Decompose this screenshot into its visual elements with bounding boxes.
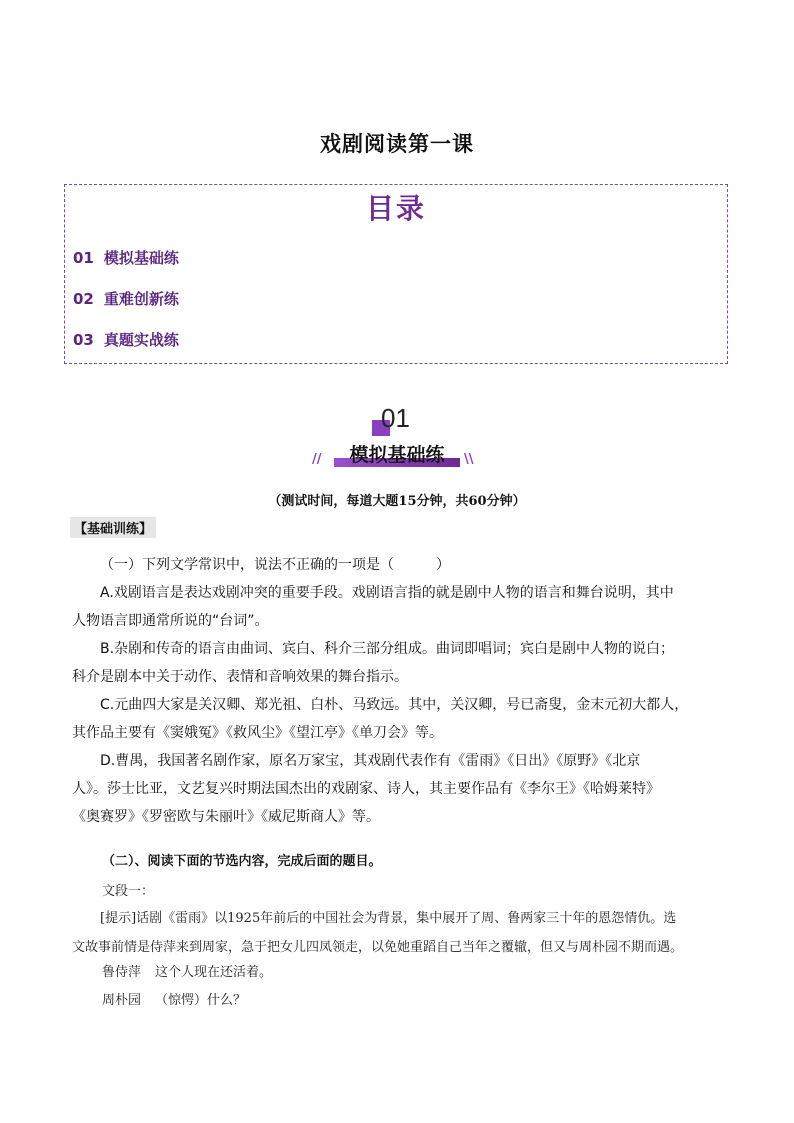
toc-item-3[interactable] xyxy=(73,329,179,350)
table-of-contents xyxy=(64,184,728,364)
slash-decoration-right: \\ xyxy=(464,452,474,467)
section-number-badge xyxy=(372,405,432,437)
dialog-line xyxy=(102,986,758,1015)
passage-hint xyxy=(72,904,728,962)
section-title: 模拟基础练 xyxy=(349,444,445,466)
toc-item-label: 重难创新练 xyxy=(103,290,179,308)
test-time-note: （测试时间，每道大题15分钟，共60分钟） xyxy=(268,494,526,509)
question-2-heading: （二）、阅读下面的节选内容，完成后面的题目。 xyxy=(102,854,382,869)
dialog-line xyxy=(102,958,758,987)
option-c-line-2: 其作品主要有《窦娥冤》《救风尘》《望江亭》《单刀会》等。 xyxy=(72,725,443,741)
dialog-text: 这个人现在还活着。 xyxy=(155,965,273,980)
section-number: 01 xyxy=(381,403,410,433)
toc-item-2[interactable] xyxy=(73,288,179,309)
dialog-speaker: 鲁侍萍 xyxy=(102,965,142,980)
option-a-line-2: 人物语言即通常所说的“台词”。 xyxy=(72,613,269,629)
option-c-line-1: C.元曲四大家是关汉卿、郑光祖、白朴、马致远。其中，关汉卿，号已斋叟，金末元初大都人， xyxy=(100,697,689,713)
toc-item-number: 03 xyxy=(73,331,94,349)
toc-heading: 目录 xyxy=(365,192,426,225)
hint-line-2: 文故事前情是侍萍来到周家，急于把女儿四凤领走，以免她重蹈自己当年之覆辙，但又与周朴园不期而遇。 xyxy=(72,940,684,955)
toc-item-number: 01 xyxy=(73,249,94,267)
option-d-line-1: D.曹禺，我国著名剧作家，原名万家宝，其戏剧代表作有《雷雨》《日出》《原野》《北京 xyxy=(100,753,641,769)
passage-label: 文段一： xyxy=(102,884,155,899)
toc-item-1[interactable] xyxy=(73,247,179,268)
toc-item-number: 02 xyxy=(73,290,94,308)
question-1 xyxy=(72,551,728,831)
dialog-speaker: 周朴园 xyxy=(102,993,142,1008)
dialog-text: （惊愕）什么？ xyxy=(155,993,247,1008)
section-banner xyxy=(312,440,482,470)
toc-item-label: 真题实战练 xyxy=(103,331,179,349)
question-stem: （一）下列文学常识中，说法不正确的一项是（ ） xyxy=(100,557,450,573)
option-d-line-2: 人》。莎士比亚，文艺复兴时期法国杰出的戏剧家、诗人，其主要作品有《李尔王》《哈姆莱特》 xyxy=(72,781,660,797)
option-d-line-3: 《奥赛罗》《罗密欧与朱丽叶》《威尼斯商人》等。 xyxy=(72,809,380,825)
option-b-line-2: 科介是剧本中关于动作、表情和音响效果的舞台指示。 xyxy=(72,669,408,685)
toc-item-label: 模拟基础练 xyxy=(103,249,179,267)
slash-decoration-left: // xyxy=(312,452,322,467)
option-a-line-1: A.戏剧语言是表达戏剧冲突的重要手段。戏剧语言指的就是剧中人物的语言和舞台说明，其中 xyxy=(100,585,674,601)
hint-line-1: [提示]话剧《雷雨》以1925年前后的中国社会为背景，集中展开了周、鲁两家三十年的恩怨情仇。选 xyxy=(100,911,677,926)
option-b-line-1: B.杂剧和传奇的语言由曲词、宾白、科介三部分组成。曲词即唱词；宾白是剧中人物的说白； xyxy=(100,641,675,657)
section-tag: 【基础训练】 xyxy=(70,517,156,538)
page-title: 戏剧阅读第一课 xyxy=(320,132,474,156)
